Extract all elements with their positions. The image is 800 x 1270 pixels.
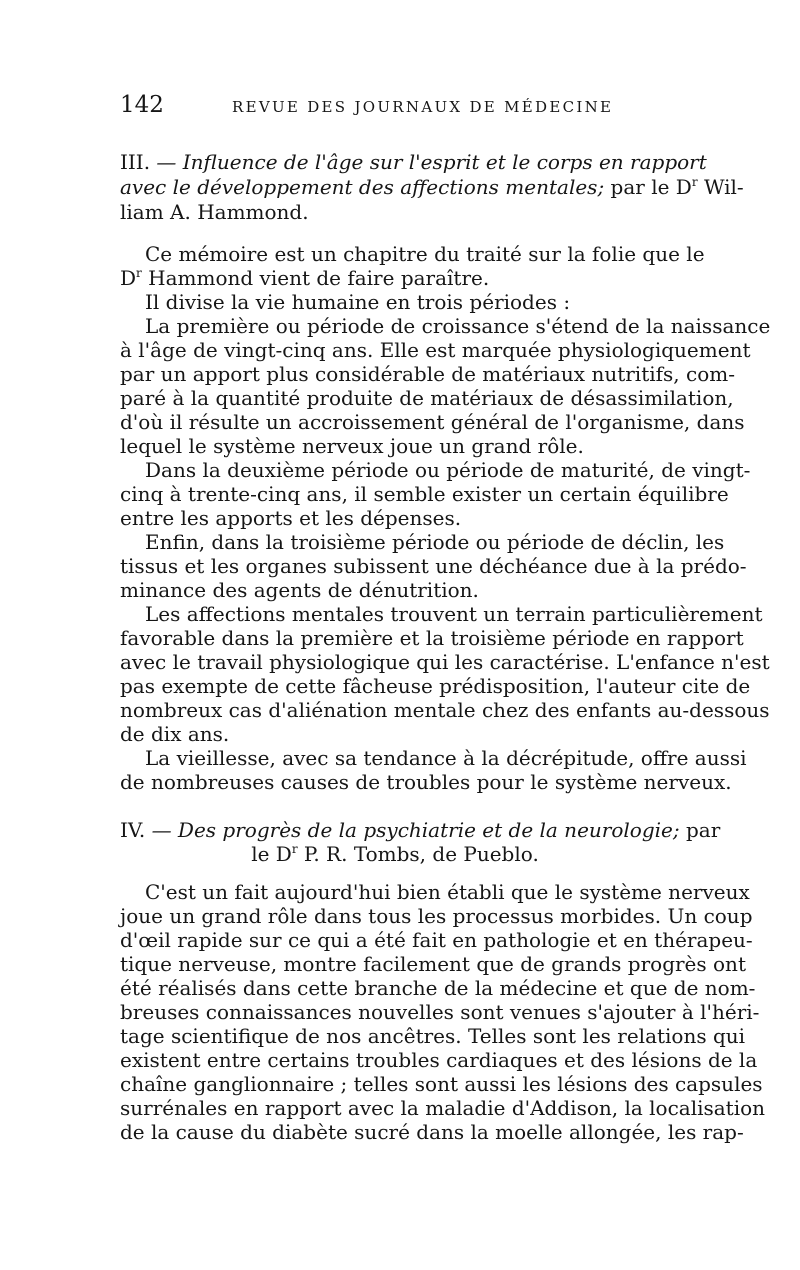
text-line: cinq à trente-cinq ans, il semble exister un certain équilibre — [120, 482, 729, 506]
page-number: 142 — [120, 92, 164, 118]
section-title-text: avec le développement des affections mentales; — [120, 175, 605, 199]
section-title-text: — Influence de l'âge sur l'esprit et le corps en rapport — [156, 150, 707, 174]
text-line: de la cause du diabète sucré dans la moelle allongée, les rap- — [120, 1120, 744, 1144]
author-byline: par le $D^r$ — [610, 175, 698, 199]
text-line: été réalisés dans cette branche de la médecine et que de nom- — [120, 976, 756, 1000]
text-line: par un apport plus considérable de matériaux nutritifs, com- — [120, 362, 735, 386]
author-byline-line: liam A. Hammond. — [120, 200, 309, 224]
text-line: entre les apports et les dépenses. — [120, 506, 462, 530]
text-line: Les affections mentales trouvent un terrain particulièrement — [145, 602, 763, 626]
text-line: avec le travail physiologique qui les caractérise. L'enfance n'est — [120, 650, 770, 674]
text-line: Il divise la vie humaine en trois périodes : — [145, 290, 571, 314]
text-line: Ce mémoire est un chapitre du traité sur la folie que le — [145, 242, 705, 266]
section-4-title-line — [120, 818, 721, 842]
text-line: breuses connaissances nouvelles sont venues s'ajouter à l'héri- — [120, 1000, 760, 1024]
text-line: nombreux cas d'aliénation mentale chez des enfants au-dessous — [120, 698, 770, 722]
text-line: tage scientifique de nos ancêtres. Telles sont les relations qui — [120, 1024, 746, 1048]
section-number: IV. — [120, 818, 146, 842]
text-line: La première ou période de croissance s'étend de la naissance — [145, 314, 771, 338]
text-line: d'où il résulte un accroissement général de l'organisme, dans — [120, 410, 745, 434]
text-line: surrénales en rapport avec la maladie d'Addison, la localisation — [120, 1096, 766, 1120]
running-title: REVUE DES JOURNAUX DE MÉDECINE — [232, 98, 614, 116]
text-line: pas exempte de cette fâcheuse prédisposition, l'auteur cite de — [120, 674, 751, 698]
text-line: lequel le système nerveux joue un grand rôle. — [120, 434, 584, 458]
text-line: d'œil rapide sur ce qui a été fait en pathologie et en thérapeu- — [120, 928, 753, 952]
author-byline-line: le $D^r$ P. R. Tombs, de Pueblo. — [251, 842, 539, 866]
page-header — [120, 92, 680, 122]
text-line: C'est un fait aujourd'hui bien établi que le système nerveux — [145, 880, 750, 904]
text-line: existent entre certains troubles cardiaques et des lésions de la — [120, 1048, 758, 1072]
text-line: favorable dans la première et la troisième période en rapport — [120, 626, 744, 650]
author-byline-cont: Wil- — [703, 175, 744, 199]
text-line: paré à la quantité produite de matériaux de désassimilation, — [120, 386, 734, 410]
text-line: $D^r$ Hammond vient de faire paraître. — [120, 266, 490, 290]
text-line: joue un grand rôle dans tous les processus morbides. Un coup — [120, 904, 753, 928]
text-line: à l'âge de vingt-cinq ans. Elle est marquée physiologiquement — [120, 338, 751, 362]
text-line: tissus et les organes subissent une déchéance due à la prédo- — [120, 554, 747, 578]
text-line: de nombreuses causes de troubles pour le système nerveux. — [120, 770, 732, 794]
author-byline: par — [685, 818, 721, 842]
text-line: chaîne ganglionnaire ; telles sont aussi les lésions des capsules — [120, 1072, 763, 1096]
text-line: La vieillesse, avec sa tendance à la décrépitude, offre aussi — [145, 746, 747, 770]
text-line: minance des agents de dénutrition. — [120, 578, 479, 602]
section-3-title-line-1 — [120, 150, 707, 174]
section-number: III. — [120, 150, 151, 174]
section-3-title-line-2 — [120, 175, 744, 199]
section-title-text: — Des progrès de la psychiatrie et de la neurologie; — [151, 818, 680, 842]
text-line: de dix ans. — [120, 722, 230, 746]
text-line: Dans la deuxième période ou période de maturité, de vingt- — [145, 458, 751, 482]
text-line: Enfin, dans la troisième période ou période de déclin, les — [145, 530, 725, 554]
text-line: tique nerveuse, montre facilement que de grands progrès ont — [120, 952, 746, 976]
